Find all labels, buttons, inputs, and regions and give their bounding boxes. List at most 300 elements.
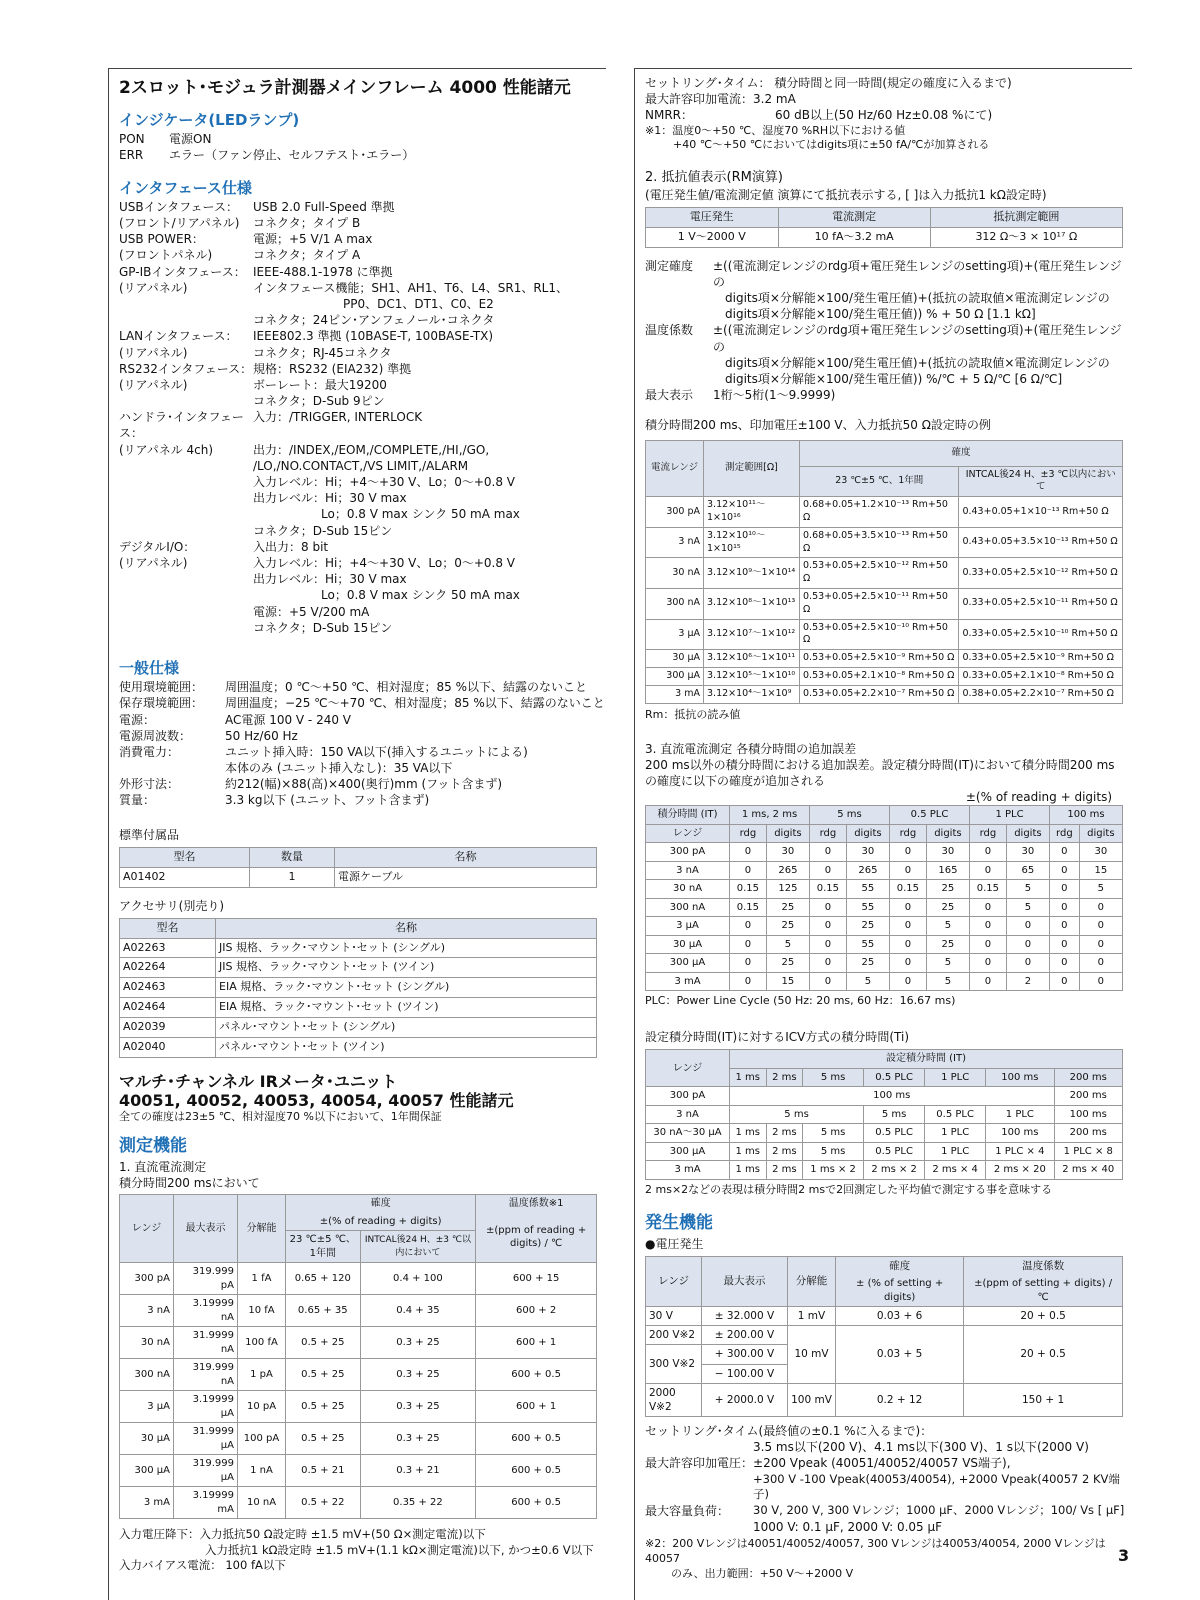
cell: 319.999 nA xyxy=(174,1359,238,1391)
cell: 300 μA xyxy=(646,954,730,973)
spec-row xyxy=(119,296,606,312)
vs-max-voltage-label: 最大許容印加電圧： xyxy=(645,1456,754,1471)
cell: 200 V※2 xyxy=(646,1326,702,1345)
cell: 5 xyxy=(926,972,969,991)
spec-label: ハンドラ･インタフェース： xyxy=(119,410,244,441)
vs-table xyxy=(645,1256,1123,1417)
th: 名称 xyxy=(216,918,597,938)
right-column xyxy=(634,68,1132,1600)
cell: 0 xyxy=(1050,843,1080,862)
spec-label xyxy=(119,587,253,603)
th: 名称 xyxy=(335,847,597,867)
rm-tempco-label: 温度係数 xyxy=(645,323,694,338)
table-row xyxy=(646,227,1123,247)
spec-value: 出力：/INDEX,/EOM,/COMPLETE,/HI,/GO, xyxy=(253,442,490,457)
table-row xyxy=(646,668,1123,686)
th: digits xyxy=(846,824,889,843)
spec-value: Lo；0.8 V max シンク 50 mA max xyxy=(321,507,520,522)
spec-row xyxy=(119,377,606,393)
cell: 25 xyxy=(766,898,809,917)
it-subheading-1: 200 ms以外の積分時間における追加誤差。設定積分時間(IT)において積分時間200 ms xyxy=(645,757,1115,772)
page-number: 3 xyxy=(1118,1546,1130,1565)
rm-subheading: (電圧発生値/電流測定値 演算にて抵抗表示する, [ ]は入力抵抗1 kΩ設定時) xyxy=(645,187,1047,202)
spec-label: PON xyxy=(119,132,145,147)
cell: 3 nA xyxy=(120,1295,174,1327)
table-row xyxy=(646,1326,1123,1345)
spec-row xyxy=(119,523,606,539)
cell: 3 mA xyxy=(646,1161,730,1180)
cell: 0.33+0.05+2.5×10⁻¹⁰ Rm+50 Ω xyxy=(959,619,1123,650)
th: digits xyxy=(1006,824,1049,843)
cell: 1 PLC × 4 xyxy=(986,1142,1054,1161)
cell: 0 xyxy=(970,954,1007,973)
th: 1 ms, 2 ms xyxy=(730,806,810,825)
spec-value: 入力レベル：Hi；+4～+30 V、Lo；0～+0.8 V xyxy=(253,555,516,570)
spec-value: 規格：RS232 (EIA232) 準拠 xyxy=(253,361,412,376)
cell: 0 xyxy=(1050,917,1080,936)
cell: 100 ms xyxy=(1054,1105,1122,1124)
spec-row xyxy=(119,728,606,744)
th: 電圧発生 xyxy=(646,207,779,227)
cell: 55 xyxy=(846,935,889,954)
cell: 25 xyxy=(926,935,969,954)
cell: 1 pA xyxy=(238,1359,286,1391)
cell: 1 mV xyxy=(788,1307,836,1326)
cell: 10 nA xyxy=(238,1487,286,1519)
rm-accuracy-line: ±((電流測定レンジのrdg項+電圧発生レンジのsetting項)+(電圧発生レンジの xyxy=(713,258,1122,289)
cell: 25 xyxy=(766,954,809,973)
cell: 165 xyxy=(926,861,969,880)
cell: 150 + 1 xyxy=(964,1383,1123,1416)
cell: JIS 規格、ラック･マウント･セット (ツイン) xyxy=(216,958,597,978)
cell: 5 xyxy=(846,972,889,991)
interface-heading: インタフェース仕様 xyxy=(119,178,252,197)
cell: 0 xyxy=(730,917,767,936)
spec-row xyxy=(119,679,606,695)
cell: 100 ms xyxy=(986,1124,1054,1143)
cell: 312 Ω～3 × 10¹⁷ Ω xyxy=(930,227,1122,247)
th: INTCAL後24 H、±3 ℃以内において xyxy=(959,466,1123,497)
spec-label: ERR xyxy=(119,148,144,163)
table-row xyxy=(646,1105,1123,1124)
spec-value: コネクタ；D-Sub 9ピン xyxy=(253,394,385,409)
cell: 0 xyxy=(970,935,1007,954)
th: 設定積分時間 (IT) xyxy=(730,1050,1123,1069)
cell: 0 xyxy=(890,843,927,862)
th: 抵抗測定範囲 xyxy=(930,207,1122,227)
cell: 0.53+0.05+2.1×10⁻⁸ Rm+50 Ω xyxy=(800,668,959,686)
spec-label: (フロント/リアパネル) xyxy=(119,216,240,230)
cell: 0.5 + 25 xyxy=(286,1327,361,1359)
cell: 0.15 xyxy=(810,880,847,899)
unit-title-2: 40051, 40052, 40053, 40054, 40057 性能諸元 xyxy=(119,1090,514,1110)
cell: 200 ms xyxy=(1054,1124,1122,1143)
vs-cap-label: 最大容量負荷： xyxy=(645,1503,730,1518)
th: レンジ xyxy=(120,1195,174,1263)
icv-note: 2 ms×2などの表現は積分時間2 msで2回測定した平均値で測定する事を意味する xyxy=(645,1182,1053,1196)
nmrr xyxy=(645,107,1132,123)
cell: A01402 xyxy=(120,867,250,887)
th: digits xyxy=(766,824,809,843)
cell: 300 pA xyxy=(646,843,730,862)
note-1a: ※1：温度0～+50 ℃、湿度70 %RH以下における値 xyxy=(645,123,906,137)
cell: 30 nA xyxy=(120,1327,174,1359)
note-1b: +40 ℃～+50 ℃においてはdigits項に±50 fA/℃が加算される xyxy=(673,138,990,152)
plc-note: PLC：Power Line Cycle (50 Hz: 20 ms, 60 Hz：16.67 ms) xyxy=(645,994,956,1008)
spec-label: デジタルI/O： xyxy=(119,539,196,554)
th: INTCAL後24 H、±3 ℃以内において xyxy=(360,1231,476,1263)
cell: 3.12×10⁵～1×10¹⁰ xyxy=(704,668,800,686)
cell: 0 xyxy=(810,972,847,991)
spec-label: 質量： xyxy=(119,793,156,808)
spec-value: /LO,/NO.CONTACT,/VS LIMIT,/ALARM xyxy=(253,458,469,473)
table-row xyxy=(120,1295,597,1327)
cell: 0 xyxy=(810,917,847,936)
spec-value: IEEE802.3 準拠 (10BASE-T, 100BASE-TX) xyxy=(253,329,494,344)
cell: 265 xyxy=(846,861,889,880)
table-row xyxy=(646,1161,1123,1180)
cell: 20 + 0.5 xyxy=(964,1307,1123,1326)
cell: 600 + 2 xyxy=(476,1295,597,1327)
th: 型名 xyxy=(120,847,250,867)
th: レンジ xyxy=(646,824,730,843)
indicator-heading: インジケータ(LEDランプ) xyxy=(119,110,300,129)
spec-label: 消費電力： xyxy=(119,744,180,759)
rm-max-label: 最大表示 xyxy=(645,388,694,403)
cell: 0 xyxy=(1050,954,1080,973)
table-row xyxy=(646,954,1123,973)
th: ±(ppm of setting + digits) / ℃ xyxy=(964,1275,1123,1307)
table-row xyxy=(120,1263,597,1295)
cell: 0.68+0.05+3.5×10⁻¹³ Rm+50 Ω xyxy=(800,527,959,558)
cell: 0.5 PLC xyxy=(925,1105,986,1124)
cell: 0.33+0.05+2.5×10⁻⁹ Rm+50 Ω xyxy=(959,650,1123,668)
th: ±(% of reading + digits) xyxy=(286,1213,476,1231)
cell: 0.3 + 25 xyxy=(360,1359,476,1391)
cell: 65 xyxy=(1006,861,1049,880)
th: 0.5 PLC xyxy=(864,1068,925,1087)
cell: 3.12×10⁸～1×10¹³ xyxy=(704,589,800,620)
cell: 600 + 0.5 xyxy=(476,1423,597,1455)
cell: 125 xyxy=(766,880,809,899)
th: rdg xyxy=(890,824,927,843)
spec-row xyxy=(119,555,606,571)
cell: 300 V※2 xyxy=(646,1345,702,1383)
table-row xyxy=(646,497,1123,528)
table-row xyxy=(646,589,1123,620)
spec-value: 約212(幅)×88(高)×400(奥行)mm (フット含まず) xyxy=(225,777,502,792)
cell: 30 nA～30 μA xyxy=(646,1124,730,1143)
option-accessory-heading: アクセサリ(別売り) xyxy=(119,898,225,913)
th: 積分時間 (IT) xyxy=(646,806,730,825)
rm-tempco-line: ±((電流測定レンジのrdg項+電圧発生レンジのsetting項)+(電圧発生レンジの xyxy=(713,323,1122,354)
th: 最大表示 xyxy=(702,1256,788,1306)
spec-row xyxy=(119,604,606,620)
interface-list xyxy=(119,199,606,636)
cell: 0.3 + 25 xyxy=(360,1423,476,1455)
vs-max-voltage-value-2: +300 V -100 Vpeak(40053/40054), +2000 Vpeak(40057 2 KV端子) xyxy=(753,1471,1120,1502)
spec-value: AC電源 100 V - 240 V xyxy=(225,712,352,727)
cell: 0 xyxy=(1050,861,1080,880)
cell: 0.53+0.05+2.5×10⁻⁹ Rm+50 Ω xyxy=(800,650,959,668)
cell: 0.3 + 25 xyxy=(360,1391,476,1423)
cell: 100 fA xyxy=(238,1327,286,1359)
note-2b: のみ、出力範囲：+50 V～+2000 V xyxy=(671,1566,854,1580)
cell: 3 μA xyxy=(120,1391,174,1423)
cell: 300 pA xyxy=(646,497,704,528)
spec-value: PP0、DC1、DT1、C0、E2 xyxy=(343,296,494,311)
table-row xyxy=(646,527,1123,558)
table-row xyxy=(120,998,597,1018)
icv-table xyxy=(645,1049,1123,1180)
spec-row xyxy=(119,280,606,296)
spec-value: コネクタ；24ピン･アンフェノール･コネクタ xyxy=(253,313,495,328)
vs-settling-value: 3.5 ms以下(200 V)、4.1 ms以下(300 V)、1 s以下(2000 V) xyxy=(753,1440,1089,1455)
cell: 1 xyxy=(250,867,335,887)
cell: 0.5 PLC xyxy=(864,1142,925,1161)
cell: 0 xyxy=(1050,898,1080,917)
cell: 0 xyxy=(970,861,1007,880)
indicator-list xyxy=(119,131,606,163)
cell: 1 V～2000 V xyxy=(646,227,779,247)
spec-value: コネクタ；D-Sub 15ピン xyxy=(253,620,393,635)
spec-row xyxy=(119,345,606,361)
cell: 3.12×10⁴～1×10⁹ xyxy=(704,685,800,703)
th: ± (% of setting + digits) xyxy=(836,1275,964,1307)
table-row xyxy=(120,1423,597,1455)
th: rdg xyxy=(810,824,847,843)
th: 電流測定 xyxy=(778,207,930,227)
cell: − 100.00 V xyxy=(702,1364,788,1383)
spec-value: ユニット挿入時：150 VA以下(挿入するユニットによる) xyxy=(225,744,528,759)
spec-label: 使用環境範囲： xyxy=(119,680,204,695)
vs-cap-value-2: 1000 V: 0.1 μF, 2000 V: 0.05 μF xyxy=(753,1519,943,1534)
spec-value: コネクタ；RJ-45コネクタ xyxy=(253,345,392,360)
generate-heading: 発生機能 xyxy=(645,1212,713,1233)
spec-label xyxy=(119,506,253,522)
vs-settling-label: セットリング･タイム(最終値の±0.1 %に入るまで)： xyxy=(645,1424,933,1439)
cell: 0.53+0.05+2.5×10⁻¹² Rm+50 Ω xyxy=(800,558,959,589)
spec-row xyxy=(119,312,606,328)
spec-value: コネクタ；D-Sub 15ピン xyxy=(253,523,393,538)
table-row xyxy=(646,558,1123,589)
table-row xyxy=(646,898,1123,917)
rm-accuracy-line: digits項×分解能×100/発生電圧値)) % + 50 Ω [1.1 kΩ] xyxy=(725,307,1036,322)
cell: 30 nA xyxy=(646,558,704,589)
spec-value: 周囲温度；0 ℃～+50 ℃、相対湿度；85 %以下、結露のないこと xyxy=(225,680,588,695)
cell: 15 xyxy=(1079,861,1122,880)
th: 測定範囲[Ω] xyxy=(704,440,800,497)
spec-value: 50 Hz/60 Hz xyxy=(225,728,298,743)
cell: 0 xyxy=(1079,954,1122,973)
spec-label: USBインタフェース： xyxy=(119,199,238,214)
spec-row xyxy=(119,776,606,792)
table-row xyxy=(646,880,1123,899)
cell: 0 xyxy=(810,861,847,880)
cell: 0.4 + 100 xyxy=(360,1263,476,1295)
spec-label xyxy=(119,312,253,328)
cell: 3 μA xyxy=(646,619,704,650)
spec-value: USB 2.0 Full-Speed 準拠 xyxy=(253,199,395,214)
spec-row xyxy=(119,409,606,441)
cell: 0 xyxy=(810,954,847,973)
cell: 2000 V※2 xyxy=(646,1383,702,1416)
spec-value: コネクタ；タイプ B xyxy=(253,216,361,230)
cell: 5 xyxy=(1079,880,1122,899)
rm-accuracy-line: digits項×分解能×100/発生電圧値)+(抵抗の読取値×電流測定レンジの xyxy=(725,291,1110,306)
table-row xyxy=(120,867,597,887)
input-drop-1: 入力電圧降下：入力抵抗50 Ω設定時 ±1.5 mV+(50 Ω×測定電流)以下 xyxy=(119,1527,486,1542)
cell: 0 xyxy=(890,917,927,936)
nmrr-label: NMRR： xyxy=(645,108,694,123)
rm-tempco xyxy=(645,322,1132,387)
cell: 30 μA xyxy=(646,935,730,954)
cell: 3 mA xyxy=(646,685,704,703)
spec-label: LANインタフェース： xyxy=(119,329,238,344)
rm-accuracy xyxy=(645,258,1132,323)
cell: 0.65 + 120 xyxy=(286,1263,361,1295)
cell: 0 xyxy=(890,935,927,954)
cell: 0 xyxy=(1006,935,1049,954)
cell: 0.5 + 25 xyxy=(286,1359,361,1391)
spec-label: USB POWER： xyxy=(119,232,204,247)
cell: 0.33+0.05+2.5×10⁻¹¹ Rm+50 Ω xyxy=(959,589,1123,620)
vs-cap-value: 30 V, 200 V, 300 Vレンジ；1000 μF、2000 Vレンジ；100/ Vs [ μF] xyxy=(753,1502,1125,1517)
th: 確度 xyxy=(800,440,1123,466)
rm-max-value: 1桁～5桁(1～9.9999) xyxy=(713,388,836,403)
cell: 31.9999 μA xyxy=(174,1423,238,1455)
cell: 0.33+0.05+2.1×10⁻⁸ Rm+50 Ω xyxy=(959,668,1123,686)
th: 1 ms xyxy=(730,1068,767,1087)
spec-row xyxy=(119,539,606,555)
cell: 300 μA xyxy=(120,1455,174,1487)
cell: A02464 xyxy=(120,998,216,1018)
table-row xyxy=(646,1124,1123,1143)
spec-label: RS232インタフェース： xyxy=(119,361,253,376)
cell: 1 PLC xyxy=(925,1142,986,1161)
unit-title-1: マルチ･チャンネル IRメータ･ユニット xyxy=(119,1071,398,1091)
cell: A02463 xyxy=(120,978,216,998)
cell: 2 ms xyxy=(766,1142,803,1161)
table-row xyxy=(646,650,1123,668)
spec-label: (リアパネル) xyxy=(119,377,188,392)
cell: 0 xyxy=(890,954,927,973)
cell: A02039 xyxy=(120,1017,216,1037)
spec-row xyxy=(119,760,606,776)
std-accessory-table xyxy=(119,847,597,888)
spec-label: 電源周波数： xyxy=(119,728,192,743)
cell: 3.12×10⁷～1×10¹² xyxy=(704,619,800,650)
cell: 265 xyxy=(766,861,809,880)
cell: 5 ms xyxy=(864,1105,925,1124)
spec-row xyxy=(119,442,606,458)
cell: 1 nA xyxy=(238,1455,286,1487)
spec-row xyxy=(119,506,606,522)
th: 数量 xyxy=(250,847,335,867)
cell: 600 + 1 xyxy=(476,1391,597,1423)
cell: 0.65 + 35 xyxy=(286,1295,361,1327)
cell: 0.5 + 25 xyxy=(286,1391,361,1423)
table-row xyxy=(646,619,1123,650)
table-row xyxy=(120,1017,597,1037)
cell: 5 xyxy=(926,954,969,973)
dc-current-table xyxy=(119,1194,597,1519)
th: rdg xyxy=(730,824,767,843)
cell: 300 nA xyxy=(120,1359,174,1391)
cell: 10 mV xyxy=(788,1326,836,1384)
spec-row xyxy=(119,571,606,587)
spec-value: Lo；0.8 V max シンク 50 mA max xyxy=(321,588,520,603)
cell: 5 xyxy=(926,917,969,936)
cell: 0.2 + 12 xyxy=(836,1383,964,1416)
th: 最大表示 xyxy=(174,1195,238,1263)
cell: 1 ms × 2 xyxy=(803,1161,864,1180)
spec-row xyxy=(119,393,606,409)
vs-max-voltage-value: ±200 Vpeak (40051/40052/40057 VS端子), xyxy=(753,1456,1011,1471)
table-row xyxy=(646,1142,1123,1161)
spec-value: 出力レベル：Hi；30 V max xyxy=(253,572,407,587)
spec-value: IEEE-488.1-1978 に準拠 xyxy=(253,264,393,279)
spec-label xyxy=(119,620,253,636)
cell: 100 pA xyxy=(238,1423,286,1455)
cell: 3.12×10¹¹～1×10¹⁶ xyxy=(704,497,800,528)
cell: 0.03 + 5 xyxy=(836,1326,964,1384)
cell: 31.9999 nA xyxy=(174,1327,238,1359)
th: 100 ms xyxy=(1050,806,1123,825)
cell: 55 xyxy=(846,880,889,899)
cell: 100 ms xyxy=(730,1087,1055,1106)
left-column xyxy=(108,68,606,1600)
cell: 0 xyxy=(970,917,1007,936)
input-bias: 入力バイアス電流： 100 fA以下 xyxy=(119,1558,286,1573)
spec-label: (リアパネル) xyxy=(119,345,188,360)
spec-row xyxy=(119,131,606,147)
table-row xyxy=(646,917,1123,936)
nmrr-value: 60 dB以上(50 Hz/60 Hz±0.08 %にて) xyxy=(775,108,993,123)
spec-label xyxy=(119,571,253,587)
cell: 0 xyxy=(1079,972,1122,991)
general-spec-heading: 一般仕様 xyxy=(119,658,180,677)
input-drop-2: 入力抵抗1 kΩ設定時 ±1.5 mV+(1.1 kΩ×測定電流)以下, かつ±0.6 V以下 xyxy=(205,1542,594,1557)
table-row xyxy=(120,1359,597,1391)
cell: 0 xyxy=(890,972,927,991)
table-row xyxy=(646,972,1123,991)
cell: 0.03 + 6 xyxy=(836,1307,964,1326)
cell: パネル･マウント･セット (シングル) xyxy=(216,1017,597,1037)
vs-max-voltage xyxy=(645,1455,1132,1471)
cell: JIS 規格、ラック･マウント･セット (シングル) xyxy=(216,938,597,958)
cell: 3 nA xyxy=(646,861,730,880)
table-row xyxy=(120,1455,597,1487)
cell: 0 xyxy=(1006,917,1049,936)
th: 型名 xyxy=(120,918,216,938)
cell: 0 xyxy=(810,935,847,954)
th: 1 PLC xyxy=(970,806,1050,825)
spec-row xyxy=(119,587,606,603)
rm-max-display xyxy=(645,387,1132,403)
spec-label xyxy=(119,296,253,312)
spec-label: (リアパネル 4ch) xyxy=(119,442,214,457)
cell: 30 xyxy=(926,843,969,862)
cell: 5 ms xyxy=(730,1105,864,1124)
vs-heading: ●電圧発生 xyxy=(645,1236,704,1251)
cell: 0.53+0.05+2.5×10⁻¹⁰ Rm+50 Ω xyxy=(800,619,959,650)
spec-value: 3.3 kg以下 (ユニット、フット含まず) xyxy=(225,793,430,808)
spec-row xyxy=(119,147,606,163)
cell: 30 xyxy=(766,843,809,862)
rm-note: Rm：抵抗の読み値 xyxy=(645,707,741,721)
cell: 0 xyxy=(810,843,847,862)
